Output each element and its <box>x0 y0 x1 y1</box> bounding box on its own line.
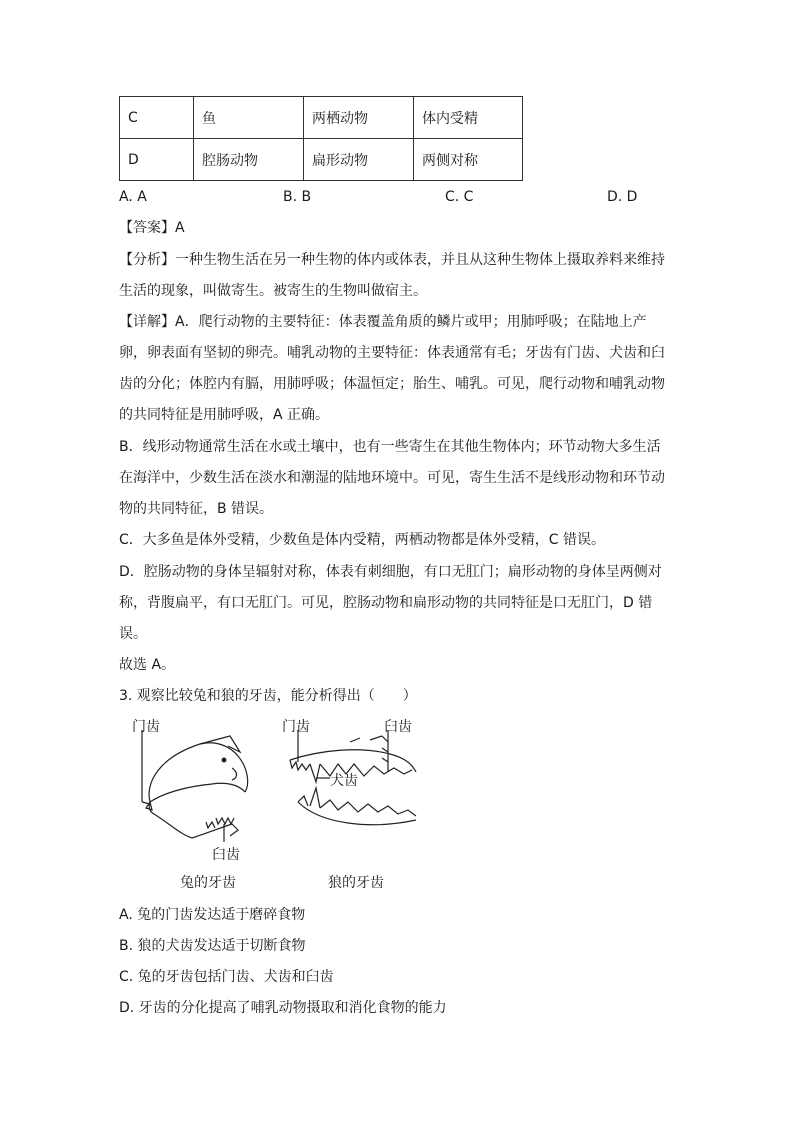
option-c: C. 兔的牙齿包括门齿、犬齿和臼齿 <box>119 969 334 985</box>
table-cell: 鱼 <box>194 97 304 139</box>
conclusion-line: 故选 A。 <box>119 657 176 673</box>
choice-a: A. A <box>119 189 147 205</box>
detail-line: 卵，卵表面有坚韧的卵壳。哺乳动物的主要特征：体表通常有毛；牙齿有门齿、犬齿和臼 <box>119 345 665 361</box>
answer-line: 【答案】A <box>119 220 185 236</box>
table-row <box>120 139 523 181</box>
choice-d: D. D <box>607 189 638 205</box>
analysis-line: 生活的现象，叫做寄生。被寄生的生物叫做宿主。 <box>119 283 427 299</box>
options-table <box>119 96 523 181</box>
table-cell: 两侧对称 <box>414 139 523 181</box>
rabbit-skull <box>146 736 248 838</box>
table-cell: 腔肠动物 <box>194 139 304 181</box>
rabbit-incisor-label: 门齿 <box>132 719 160 735</box>
option-b: B. 狼的犬齿发达适于切断食物 <box>119 938 306 954</box>
wolf-canine-label: 犬齿 <box>330 773 358 789</box>
option-d: D. 牙齿的分化提高了哺乳动物摄取和消化食物的能力 <box>119 1000 447 1016</box>
table-cell: 两栖动物 <box>304 97 414 139</box>
option-a: A. 兔的门齿发达适于磨碎食物 <box>119 907 306 923</box>
detail-line: 【详解】A．爬行动物的主要特征：体表覆盖角质的鳞片或甲；用肺呼吸；在陆地上产 <box>119 314 647 330</box>
wolf-incisor-label: 门齿 <box>282 719 310 735</box>
table-row <box>120 97 523 139</box>
detail-line: D．腔肠动物的身体呈辐射对称，体表有刺细胞，有口无肛门；扁形动物的身体呈两侧对 <box>119 564 662 580</box>
table-cell: C <box>120 97 194 139</box>
choice-c: C. C <box>445 189 474 205</box>
table-cell: 体内受精 <box>414 97 523 139</box>
wolf-caption: 狼的牙齿 <box>328 875 384 891</box>
rabbit-caption: 兔的牙齿 <box>180 875 236 891</box>
wolf-molar-label: 臼齿 <box>384 719 412 735</box>
analysis-line: 【分析】一种生物生活在另一种生物的体内或体表，并且从这种生物体上摄取养料来维持 <box>119 252 665 268</box>
detail-line: C．大多鱼是体外受精，少数鱼是体内受精，两栖动物都是体外受精，C 错误。 <box>119 532 605 548</box>
detail-line: 物的共同特征，B 错误。 <box>119 501 274 517</box>
detail-line: B．线形动物通常生活在水或土壤中，也有一些寄生在其他生物体内；环节动物大多生活 <box>119 439 661 455</box>
detail-line: 的共同特征是用肺呼吸，A 正确。 <box>119 407 330 423</box>
detail-line: 在海洋中，少数生活在淡水和潮湿的陆地环境中。可见，寄生生活不是线形动物和环节动 <box>119 470 665 486</box>
table-cell: 扁形动物 <box>304 139 414 181</box>
choice-b: B. B <box>283 189 312 205</box>
rabbit-molar-label: 臼齿 <box>212 847 240 863</box>
detail-line: 齿的分化；体腔内有膈，用肺呼吸；体温恒定；胎生、哺乳。可见，爬行动物和哺乳动物 <box>119 376 665 392</box>
teeth-drawing <box>120 712 430 892</box>
teeth-figure <box>120 712 430 892</box>
detail-line: 称，背腹扁平，有口无肛门。可见，腔肠动物和扁形动物的共同特征是口无肛门，D 错 <box>119 595 653 611</box>
question-stem: 3. 观察比较兔和狼的牙齿，能分析得出（ ） <box>119 688 417 704</box>
table-cell: D <box>120 139 194 181</box>
detail-line: 误。 <box>119 626 147 642</box>
